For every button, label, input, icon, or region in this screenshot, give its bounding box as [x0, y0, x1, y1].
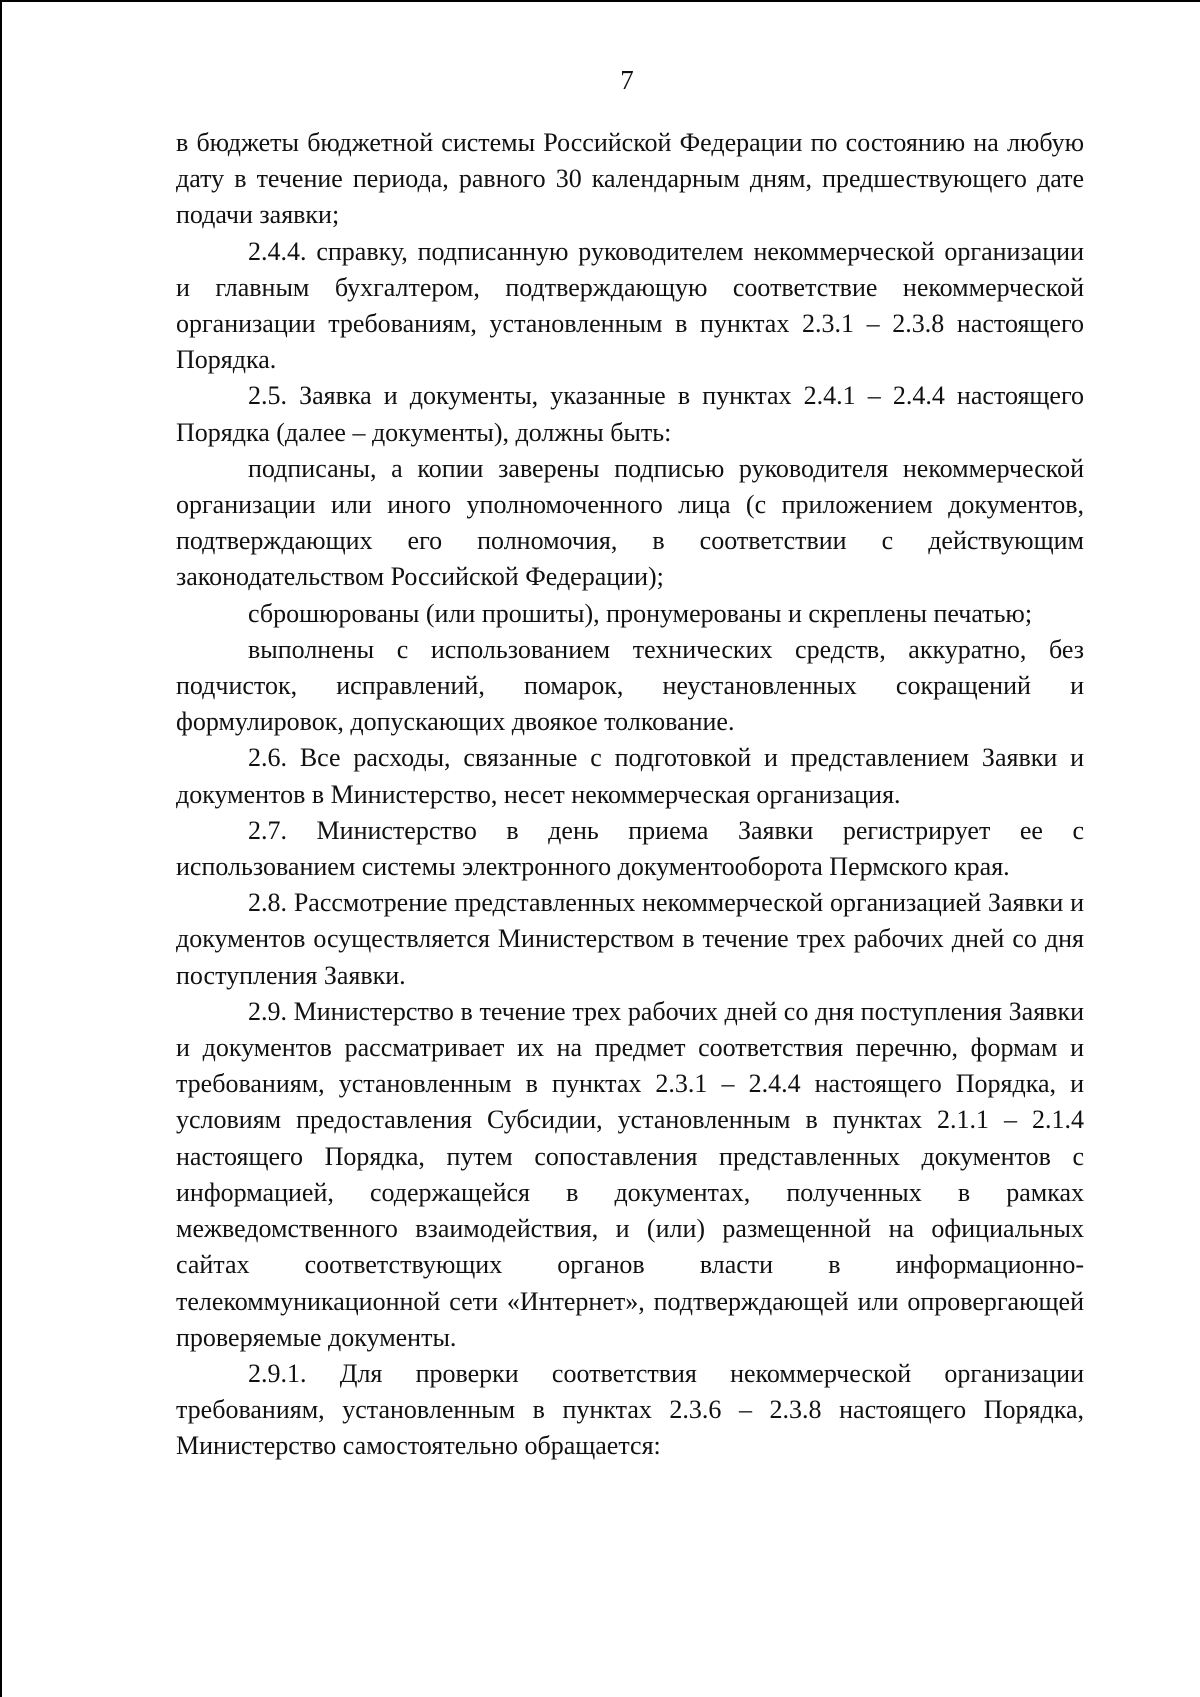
- paragraph-2-9-1: 2.9.1. Для проверки соответствия некоммерческой организации требованиям, установленным в пунктах 2.3.6 – 2.3.8 настоящего Порядка, Министерство самостоятельно обращается:: [176, 1358, 1084, 1461]
- paragraph-executed: выполнены с использованием технических средств, аккуратно, без подчисток, исправлений, помарок, неустановленных сокращений и формулировок, допускающих двоякое толкование.: [176, 634, 1084, 737]
- paragraph-2-4-4: 2.4.4. справку, подписанную руководителем некоммерческой организации и главным бухгалтером, подтверждающую соответствие некоммерческой организации требованиям, установленным в пунктах 2.3.1 – 2.3.8 настоящего Порядка.: [176, 236, 1084, 375]
- paragraph-signed: подписаны, а копии заверены подписью руководителя некоммерческой организации или иного уполномоченного лица (с приложением документов, подтверждающих его полномочия, в соответствии с действующим законодательством Российской Федерации);: [176, 453, 1084, 592]
- paragraph-2-5: 2.5. Заявка и документы, указанные в пунктах 2.4.1 – 2.4.4 настоящего Порядка (далее – документы), должны быть:: [176, 381, 1084, 447]
- paragraph-budget-debt: в бюджеты бюджетной системы Российской Федерации по состоянию на любую дату в течение периода, равного 30 календарным дням, предшествующего дате подачи заявки;: [176, 128, 1084, 230]
- paragraph-2-9: 2.9. Министерство в течение трех рабочих дней со дня поступления Заявки и документов рассматривает их на предмет соответствия перечню, формам и требованиям, установленным в пунктах 2.3.1 – 2.4.4 настоящего Порядка, и условиям предоставления Субсидии, установленным в пунктах 2.1.1 – 2.1.4 настоящего Порядка, путем сопоставления представленных документов с информацией, содержащейся в документах, полученных в рамках межведомственного взаимодействия, и (или) размещенной на официальных сайтах соответствующих органов власти в информационно-телекоммуникационной сети «Интернет», подтверждающей или опровергающей проверяемые документы.: [176, 996, 1084, 1352]
- paragraph-bound: сброшюрованы (или прошиты), пронумерованы и скреплены печатью;: [248, 598, 1033, 628]
- paragraph-2-7: 2.7. Министерство в день приема Заявки регистрирует ее с использованием системы электронного документооборота Пермского края.: [176, 815, 1084, 882]
- page-number: 7: [620, 65, 634, 95]
- paragraph-2-8: 2.8. Рассмотрение представленных некоммерческой организацией Заявки и документов осуществляется Министерством в течение трех рабочих дней со дня поступления Заявки.: [176, 888, 1084, 990]
- paragraph-2-6: 2.6. Все расходы, связанные с подготовкой и представлением Заявки и документов в Министерство, несет некоммерческая организация.: [176, 743, 1084, 809]
- document-body: [176, 125, 1084, 1465]
